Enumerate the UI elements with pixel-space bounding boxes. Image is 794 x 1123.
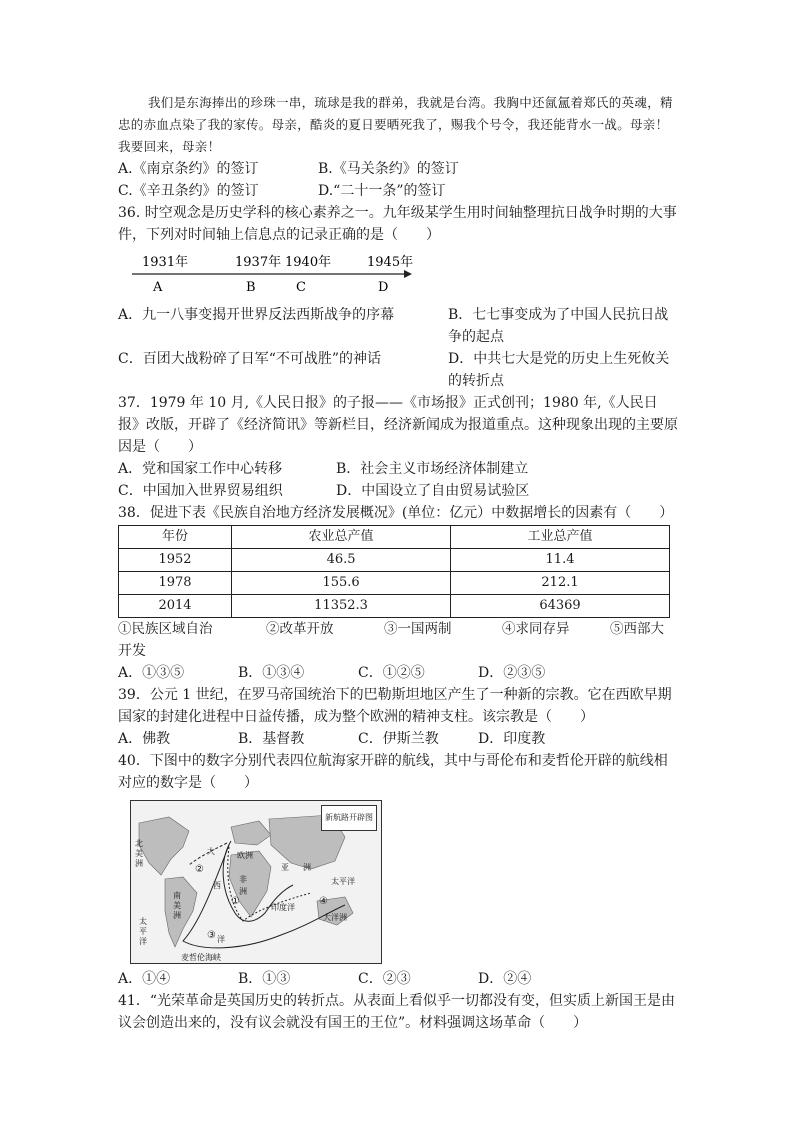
q35-options <box>118 158 678 202</box>
map-label: 洋 <box>217 935 225 944</box>
table-cell: 1978 <box>119 572 232 595</box>
route-number-1: ① <box>231 896 240 907</box>
q40-option-a[interactable]: A．①④ <box>118 971 171 987</box>
q38-options <box>118 662 678 684</box>
table-cell: 11352.3 <box>232 595 451 618</box>
exam-page <box>118 92 678 1034</box>
map-label: 亚 <box>281 863 289 872</box>
q39-stem: 39．公元 1 世纪，在罗马帝国统治下的巴勒斯坦地区产生了一种新的宗教。它在西欧早期国家的封建化进程中日益传播，成为整个欧洲的精神支柱。该宗教是（ ） <box>118 687 672 725</box>
factor-item: ②改革开放 <box>266 621 334 637</box>
q39-option-a[interactable]: A．佛教 <box>118 731 171 747</box>
q37-option-b[interactable]: B．社会主义市场经济体制建立 <box>336 461 529 477</box>
q41-stem: 41．“光荣革命是英国历史的转折点。从表面上看似乎一切都没有变，但实质上新国王是由议会创造出来的，没有议会就没有国王的王位”。材料强调这场革命（ ） <box>118 993 675 1031</box>
map-label: 西 <box>213 881 221 890</box>
q39-option-b[interactable]: B．基督教 <box>238 731 305 747</box>
q36-option-c[interactable]: C．百团大战粉碎了日军“不可战胜”的神话 <box>118 351 382 367</box>
table-cell: 155.6 <box>232 572 451 595</box>
timeline-year-1937: 1937年 <box>235 255 282 270</box>
q38-option-c[interactable]: C．①②⑤ <box>358 665 425 681</box>
q40-option-c[interactable]: C．②③ <box>358 971 411 987</box>
economy-table <box>118 525 670 618</box>
map-label: 洋 <box>139 937 147 946</box>
q35-option-b[interactable]: B.《马关条约》的签订 <box>318 161 459 177</box>
map-label: 洲 <box>135 859 143 868</box>
timeline-year-1931: 1931年 <box>142 255 189 270</box>
map-label: 美 <box>173 901 181 910</box>
table-cell: 64369 <box>451 595 670 618</box>
map-label: 洲 <box>303 863 311 872</box>
map-label: 大洋洲 <box>323 913 347 922</box>
table-row <box>119 549 670 572</box>
table-header-row <box>119 526 670 549</box>
q36-option-b[interactable]: B．七七事变成为了中国人民抗日战争的起点 <box>448 307 669 345</box>
table-cell: 2014 <box>119 595 232 618</box>
map-label: 欧洲 <box>237 851 253 860</box>
route-number-3: ③ <box>207 930 216 941</box>
q36-timeline <box>118 248 678 300</box>
q39-option-c[interactable]: C．伊斯兰教 <box>358 731 439 747</box>
factor-item: ④求同存异 <box>502 621 570 637</box>
route-number-4: ④ <box>319 896 328 907</box>
map-label: 太 <box>139 917 147 926</box>
q40-stem: 40．下图中的数字分别代表四位航海家开辟的航线，其中与哥伦布和麦哲伦开辟的航线相对应的数字是（ ） <box>118 753 668 791</box>
q37-stem: 37．1979 年 10 月,《人民日报》的子报——《市场报》正式创刊；1980 年,《人民日报》改版，开辟了《经济简讯》等新栏目，经济新闻成为报道重点。这种现象出现的主要原因是（ ） <box>118 395 678 455</box>
q37-option-c[interactable]: C．中国加入世界贸易组织 <box>118 483 283 499</box>
table-header-agriculture: 农业总产值 <box>232 526 451 549</box>
map-title: 新航路开辟图 <box>321 805 377 831</box>
q37-option-a[interactable]: A．党和国家工作中心转移 <box>118 461 283 477</box>
q36-option-d[interactable]: D．中共七大是党的历史上生死攸关的转折点 <box>448 351 670 389</box>
map-label: 北 <box>135 839 143 848</box>
q35-option-c[interactable]: C.《辛丑条约》的签订 <box>118 183 259 199</box>
map-label: 洲 <box>239 887 247 896</box>
table-cell: 1952 <box>119 549 232 572</box>
q36-option-a[interactable]: A．九一八事变揭开世界反法西斯战争的序幕 <box>118 307 395 323</box>
timeline-point-d: D <box>378 280 389 295</box>
q38-factors <box>118 618 678 640</box>
map-label: 洲 <box>173 911 181 920</box>
q37-options <box>118 458 678 502</box>
q35-option-a[interactable]: A.《南京条约》的签订 <box>118 161 259 177</box>
q36-stem: 36. 时空观念是历史学科的核心素养之一。九年级某学生用时间轴整理抗日战争时期的大事件，下列对时间轴上信息点的记录正确的是（ ） <box>118 205 677 243</box>
poem-excerpt: 我们是东海捧出的珍珠一串，琉球是我的群弟，我就是台湾。我胸中还氤氲着郑氏的英魂，精忠的赤血点染了我的家传。母亲，酷炎的夏日要晒死我了，赐我个号令，我还能背水一战。母亲！我要回来，母亲！ <box>118 95 673 154</box>
q40-option-d[interactable]: D．②④ <box>478 971 532 987</box>
factor-item: ⑤西部大 <box>610 621 664 637</box>
map-label: 平 <box>139 927 147 936</box>
q36-options <box>118 304 678 392</box>
table-header-year: 年份 <box>119 526 232 549</box>
table-cell: 46.5 <box>232 549 451 572</box>
map-label: 大 <box>207 847 215 856</box>
new-routes-map <box>130 800 382 964</box>
factor-item-tail: 开发 <box>118 643 146 659</box>
timeline-point-c: C <box>296 280 306 295</box>
table-row <box>119 572 670 595</box>
map-label: 南 <box>173 891 181 900</box>
table-cell: 11.4 <box>451 549 670 572</box>
q38-option-b[interactable]: B．①③④ <box>238 665 305 681</box>
q35-option-d[interactable]: D.“二十一条”的签订 <box>318 183 446 199</box>
timeline-arrow <box>404 270 412 278</box>
map-label: 印度洋 <box>271 903 295 912</box>
map-label: 麦哲伦海峡 <box>181 953 221 962</box>
q40-option-b[interactable]: B．①③ <box>238 971 291 987</box>
q40-options <box>118 968 678 990</box>
q38-option-d[interactable]: D．②③⑤ <box>478 665 546 681</box>
timeline-point-a: A <box>153 280 163 295</box>
map-label: 美 <box>135 849 143 858</box>
map-label: 非 <box>239 875 247 884</box>
timeline-year-1940: 1940年 <box>285 255 332 270</box>
route-number-2: ② <box>195 864 204 875</box>
map-label: 太平洋 <box>331 877 355 886</box>
table-header-industry: 工业总产值 <box>451 526 670 549</box>
q38-stem: 38．促进下表《民族自治地方经济发展概况》(单位：亿元）中数据增长的因素有（ ） <box>118 505 674 521</box>
timeline-point-b: B <box>246 280 256 295</box>
timeline-year-1945: 1945年 <box>367 255 414 270</box>
factor-item: ①民族区域自治 <box>118 621 213 637</box>
q39-options <box>118 728 678 750</box>
q39-option-d[interactable]: D．印度教 <box>478 731 546 747</box>
q37-option-d[interactable]: D．中国设立了自由贸易试验区 <box>336 483 530 499</box>
q38-option-a[interactable]: A．①③⑤ <box>118 665 185 681</box>
table-row <box>119 595 670 618</box>
table-cell: 212.1 <box>451 572 670 595</box>
factor-item: ③一国两制 <box>384 621 452 637</box>
